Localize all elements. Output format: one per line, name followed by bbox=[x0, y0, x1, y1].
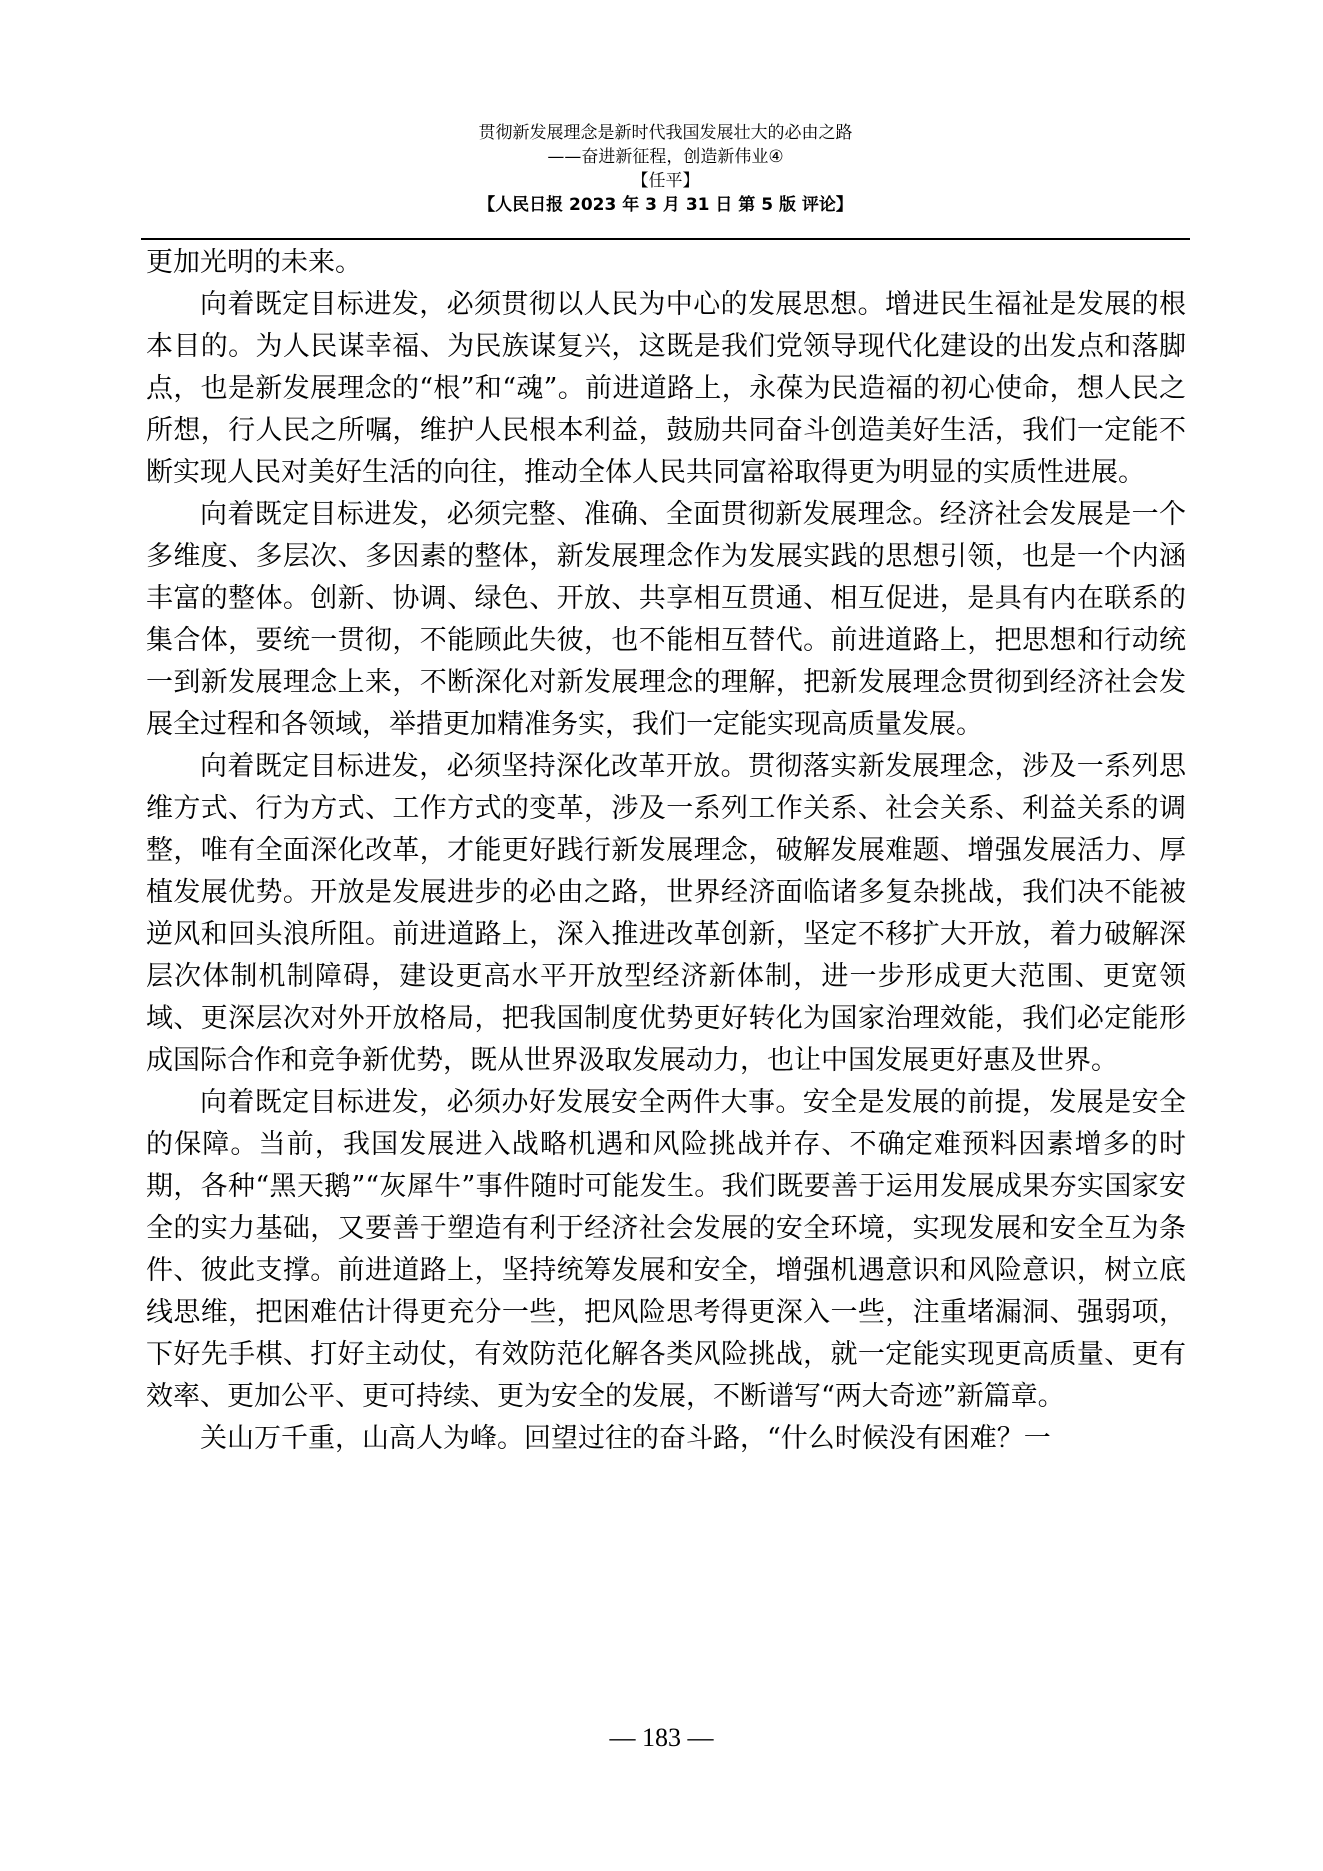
paragraph: 向着既定目标进发，必须贯彻以人民为中心的发展思想。增进民生福祉是发展的根本目的。为人民谋幸福、为民族谋复兴，这既是我们党领导现代化建设的出发点和落脚点，也是新发展理念的“根”和“魂”。前进道路上，永葆为民造福的初心使命，想人民之所想，行人民之所嘱，维护人民根本利益，鼓励共同奋斗创造美好生活，我们一定能不断实现人民对美好生活的向往，推动全体人民共同富裕取得更为明显的实质性进展。 bbox=[146, 289, 1186, 488]
paragraph: 更加光明的未来。 bbox=[146, 247, 362, 278]
paragraph: 向着既定目标进发，必须坚持深化改革开放。贯彻落实新发展理念，涉及一系列思维方式、行为方式、工作方式的变革，涉及一系列工作关系、社会关系、利益关系的调整，唯有全面深化改革，才能更好践行新发展理念，破解发展难题、增强发展活力、厚植发展优势。开放是发展进步的必由之路，世界经济面临诸多复杂挑战，我们决不能被逆风和回头浪所阻。前进道路上，深入推进改革创新，坚定不移扩大开放，着力破解深层次体制机制障碍，建设更高水平开放型经济新体制，进一步形成更大范围、更宽领域、更深层次对外开放格局，把我国制度优势更好转化为国家治理效能，我们必定能形成国际合作和竞争新优势，既从世界汲取发展动力，也让中国发展更好惠及世界。 bbox=[146, 751, 1186, 1076]
article-author: 【任平】 bbox=[631, 171, 700, 191]
document-header bbox=[141, 121, 1190, 217]
paragraph: 向着既定目标进发，必须办好发展安全两件大事。安全是发展的前提，发展是安全的保障。当前，我国发展进入战略机遇和风险挑战并存、不确定难预料因素增多的时期，各种“黑天鹅”“灰犀牛”事件随时可能发生。我们既要善于运用发展成果夯实国家安全的实力基础，又要善于塑造有利于经济社会发展的安全环境，实现发展和安全互为条件、彼此支撑。前进道路上，坚持统筹发展和安全，增强机遇意识和风险意识，树立底线思维，把困难估计得更充分一些，把风险思考得更深入一些，注重堵漏洞、强弱项，下好先手棋、打好主动仗，有效防范化解各类风险挑战，就一定能实现更高质量、更有效率、更加公平、更可持续、更为安全的发展，不断谱写“两大奇迹”新篇章。 bbox=[146, 1087, 1186, 1412]
paragraph: 关山万千重，山高人为峰。回望过往的奋斗路，“什么时候没有困难？一 bbox=[200, 1423, 1051, 1454]
header-divider bbox=[141, 238, 1190, 240]
article-subtitle: ——奋进新征程，创造新伟业④ bbox=[547, 147, 784, 167]
page-number: — 183 — bbox=[609, 1723, 714, 1752]
article-source: 【人民日报 2023 年 3 月 31 日 第 5 版 评论】 bbox=[478, 195, 853, 215]
paragraph: 向着既定目标进发，必须完整、准确、全面贯彻新发展理念。经济社会发展是一个多维度、多层次、多因素的整体，新发展理念作为发展实践的思想引领，也是一个内涵丰富的整体。创新、协调、绿色、开放、共享相互贯通、相互促进，是具有内在联系的集合体，要统一贯彻，不能顾此失彼，也不能相互替代。前进道路上，把思想和行动统一到新发展理念上来，不断深化对新发展理念的理解，把新发展理念贯彻到经济社会发展全过程和各领域，举措更加精准务实，我们一定能实现高质量发展。 bbox=[146, 499, 1186, 740]
article-title: 贯彻新发展理念是新时代我国发展壮大的必由之路 bbox=[478, 123, 853, 143]
article-body bbox=[146, 242, 1186, 1460]
